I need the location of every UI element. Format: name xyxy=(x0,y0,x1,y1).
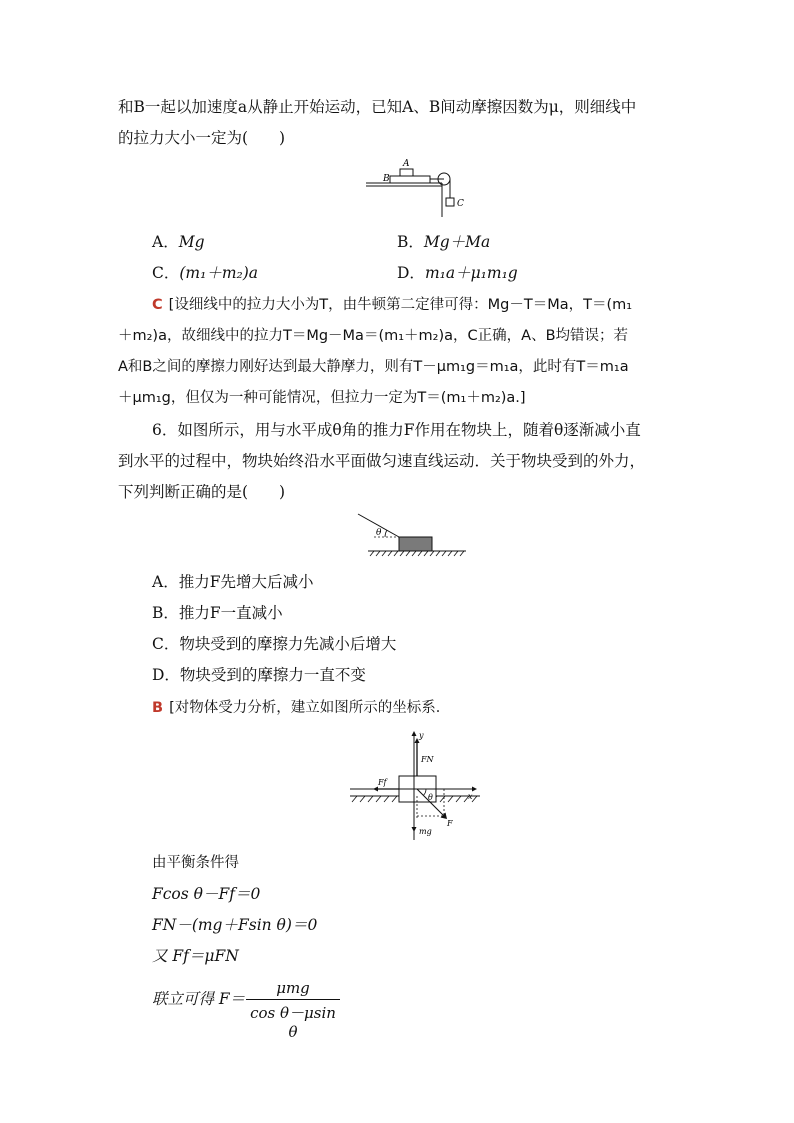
q6-option-d[interactable]: D．物块受到的摩擦力一直不变 xyxy=(152,666,366,684)
q5-solution-line-4: ＋μm₁g，但仅为一种可能情况，但拉力一定为T＝(m₁＋m₂)a.] xyxy=(118,390,526,406)
q6-diagram-ff-label: Ff xyxy=(378,778,387,787)
q6-fraction-numerator: μmg xyxy=(246,979,340,1000)
q5-option-a[interactable]: A．Mg xyxy=(152,233,205,251)
q5-label-c: C xyxy=(457,199,464,209)
q5-solution-line-3: A和B之间的摩擦力刚好达到最大静摩力，则有T－μm₁g＝m₁a，此时有T＝m₁a xyxy=(118,359,629,375)
q5-solution-line-1: C [设细线中的拉力大小为T，由牛顿第二定律可得：Mg－T＝Ma，T＝(m₁ xyxy=(152,297,633,313)
q6-diagram-f-label: F xyxy=(447,819,453,828)
q5-option-b[interactable]: B．Mg＋Ma xyxy=(397,233,491,251)
q6-fraction-denominator: cos θ－μsin θ xyxy=(250,1004,336,1041)
q6-theta-label: θ xyxy=(376,528,382,538)
q5-stem-line-2: 的拉力大小一定为( ) xyxy=(118,129,286,147)
q6-diagram-mg-label: mg xyxy=(419,827,432,836)
q6-equation-2: FN－(mg＋Fsin θ)＝0 xyxy=(152,916,318,934)
q6-equation-3: 又 Ff＝μFN xyxy=(152,947,239,965)
q5-answer: C xyxy=(152,297,163,313)
q5-pulley-figure xyxy=(362,155,472,225)
q6-diagram-theta-label: θ xyxy=(428,793,433,802)
q6-equation-4-prefix: 联立可得 F＝ xyxy=(152,990,246,1008)
q6-answer: B xyxy=(152,700,164,716)
q5-stem-line-1: 和B一起以加速度a从静止开始运动，已知A、B间动摩擦因数为μ，则细线中 xyxy=(118,98,637,116)
q5-label-b: B xyxy=(383,174,390,184)
q6-push-figure xyxy=(354,508,470,560)
q6-option-b[interactable]: B．推力F一直减小 xyxy=(152,604,283,622)
q6-diagram-fn-label: FN xyxy=(421,755,434,764)
q5-label-a: A xyxy=(403,159,410,169)
q6-stem-line-3: 下列判断正确的是( ) xyxy=(118,483,286,501)
q6-force-diagram xyxy=(348,730,482,844)
q6-equation-4-fraction xyxy=(246,979,340,1041)
q6-diagram-x-label: x xyxy=(468,792,473,801)
q6-equilibrium-text: 由平衡条件得 xyxy=(152,855,239,871)
q6-stem-line-1: 6．如图所示，用与水平成θ角的推力F作用在物块上，随着θ逐渐减小直 xyxy=(152,421,641,439)
q6-equation-1: Fcos θ－Ff＝0 xyxy=(152,885,261,903)
q6-option-a[interactable]: A．推力F先增大后减小 xyxy=(152,573,314,591)
q6-stem-line-2: 到水平的过程中，物块始终沿水平面做匀速直线运动．关于物块受到的外力， xyxy=(118,452,646,470)
q5-option-c[interactable]: C．(m₁＋m₂)a xyxy=(152,264,259,282)
q5-solution-line-2: ＋m₂)a，故细线中的拉力T＝Mg－Ma＝(m₁＋m₂)a，C正确，A、B均错误；若 xyxy=(118,328,629,344)
q6-solution-intro: B [对物体受力分析，建立如图所示的坐标系． xyxy=(152,700,451,716)
q6-diagram-y-label: y xyxy=(419,731,424,740)
q5-option-d[interactable]: D．m₁a＋μ₁m₁g xyxy=(397,264,518,282)
q6-option-c[interactable]: C．物块受到的摩擦力先减小后增大 xyxy=(152,635,397,653)
